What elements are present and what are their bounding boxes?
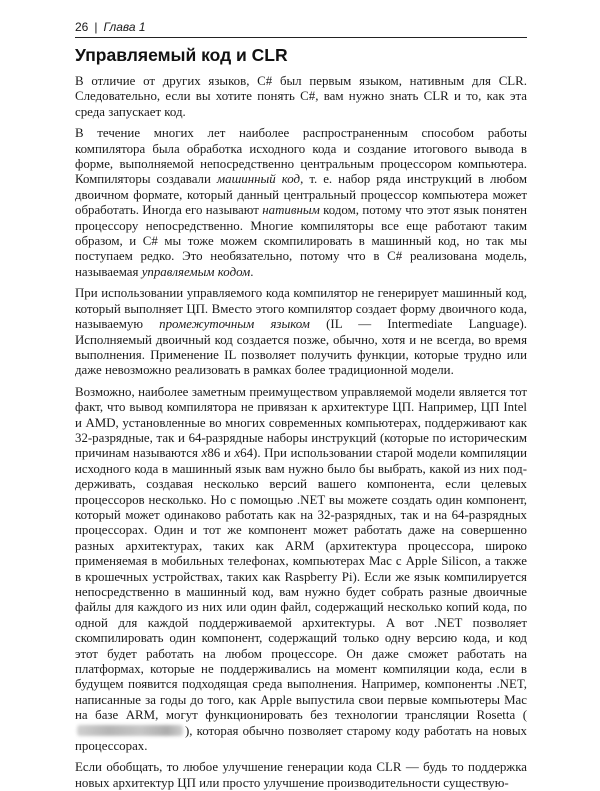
text-run: 86 и bbox=[207, 446, 235, 461]
term-x: x bbox=[234, 446, 241, 461]
text-run: При использовании управляемого кода компилятор не генерирует машинный код, который выполняет ЦП. Вместо этого компилятор создает форму двоичного кода, называемую bbox=[75, 286, 527, 332]
section-title: Управляемый код и CLR bbox=[75, 45, 288, 65]
term-managed-code: управляемым кодом bbox=[141, 264, 251, 279]
running-header bbox=[75, 20, 525, 36]
chapter-label: Глава 1 bbox=[103, 20, 146, 34]
text-run: кодом, потому что этот язык понятен процессору непосредственно. Многие компиляторы все еще работают таким образом, и C# мы тоже можем скомпилировать в машинный код, но так мы поступаем редко. Это необязательно, потому что в C# реализована модель, называемая bbox=[75, 203, 527, 279]
text-run: Возможно, наиболее заметным преимуществом управляемой модели является тот факт, что вывод компилятора не привязан к архитектуре ЦП. Например, ЦП Intel и AMD, установленные во многих современных компьютерах, поддерживают как 32-разрядные, так и 64-разрядные наборы инструкций (которые по историческим причинам называются bbox=[75, 384, 527, 461]
text-run: . bbox=[250, 264, 254, 279]
paragraph-2 bbox=[75, 126, 527, 280]
term-intermediate-language: промежуточным языком bbox=[159, 317, 310, 332]
body-text bbox=[75, 74, 527, 791]
paragraph-3 bbox=[75, 286, 527, 378]
text-run: , т. е. набор ряда инструкций в любом двоичном формате, который данный центральный процессор компьютера может обработать. Иногда его называют bbox=[75, 172, 528, 218]
paragraph-4 bbox=[75, 385, 527, 755]
redacted-link bbox=[77, 725, 183, 736]
paragraph-1: В отличие от других языков, C# был первым языком, нативным для CLR. Следовательно, если вы хотите понять C#, вам нужно знать CLR и то, как эта среда запускает код. bbox=[75, 74, 527, 119]
term-machine-code: машинный код bbox=[216, 172, 301, 187]
text-run: (IL — Intermediate Language). Исполняемый двоичный код создается позже, обычно, хотя и не всегда, во время выполнения. Применение IL позволяет получить функции, которые трудно или даже невозможно реализовать в рамках более традиционной модели. bbox=[75, 317, 527, 378]
text-run: ), которая обычно позволяет старому коду работать на новых процессорах. bbox=[75, 723, 527, 754]
page-number: 26 bbox=[75, 20, 89, 34]
header-rule bbox=[75, 37, 527, 38]
text-run: 64). При использовании старой модели компиляции исходного кода в машинный язык вам нужно было бы выбрать, какой из них поддерживать, создавая несколько версий вашего компонента, если целевых процессоров несколько. Но с помощью .NET вы можете создать один компонент, который может одинаково работать как на 32-разрядных, так и на 64-разрядных процессорах. Один и тот же компонент может работать даже на совершенно разных архитектурах, таких как ARM (архитектура процессора, широко применяемая в мобильных телефонах, компьютерах Mac с Apple Silicon, а также в крошечных устройствах, таких как Raspberry Pi). Если же язык компилируется непосредственно в машинный код, вам нужно будет собрать разные двоичные файлы для каждого из них или один файл, содержащий несколько копий кода, по одной для каждой поддерживаемой архитектуры. А вот .NET позволяет скомпилировать один компонент, содержащий только одну версию кода, и код этот будет работать на любом процессоре. Он даже сможет работать на платформах, которые не поддерживались на момент компиляции кода, если в будущем появится подходящая среда выполнения. Например, компоненты .NET, написанные за годы до того, как Apple выпустила свои первые компьютеры Mac на базе ARM, могут функционировать без технологии трансляции Rosetta ( bbox=[75, 446, 527, 723]
paragraph-5: Если обобщать, то любое улучшение генерации кода CLR — будь то поддержка новых архитектур ЦП или просто улучшение производительности существую- bbox=[75, 760, 527, 790]
text-run: В течение многих лет наиболее распространенным способом работы компилятора была обработка исходного кода и создание итогового вывода в форме, выполняемой непосредственно центральным процессором компьютера. Компиляторы создавали bbox=[75, 126, 527, 187]
term-native: нативным bbox=[262, 203, 320, 218]
term-x: x bbox=[201, 446, 208, 461]
header-separator: | bbox=[94, 20, 98, 34]
